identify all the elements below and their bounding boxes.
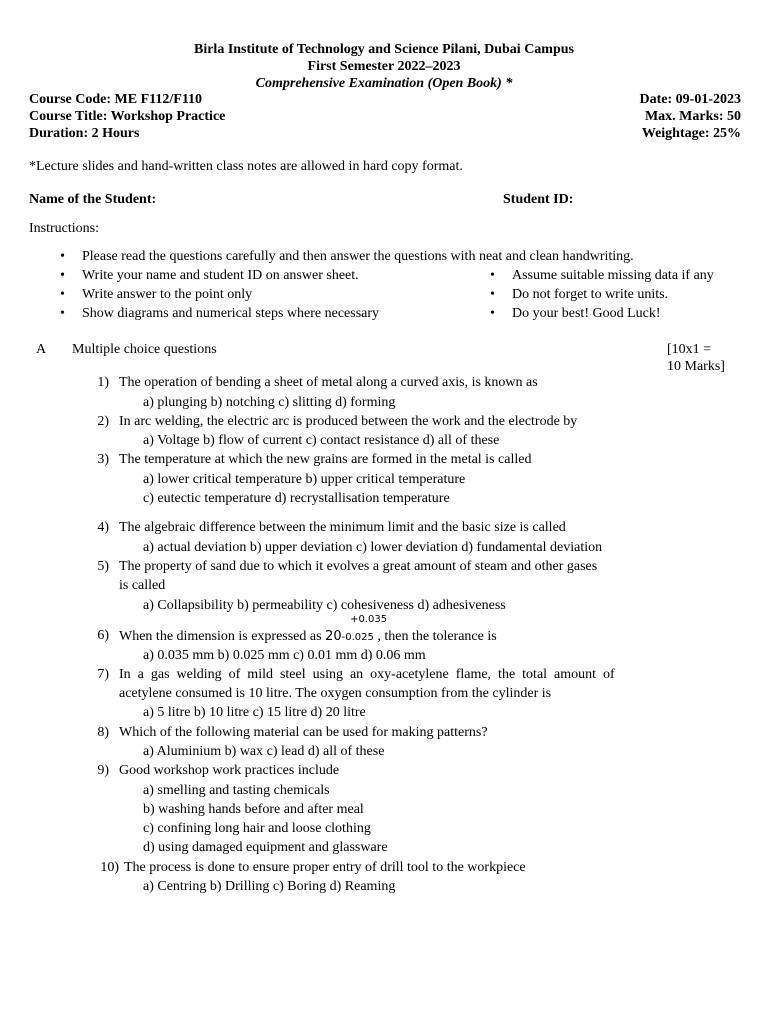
question-text: The algebraic difference between the minimum limit and the basic size is called — [119, 520, 566, 535]
question-text — [119, 614, 497, 645]
question-option: a) smelling and tasting chemicals — [143, 783, 330, 798]
question-options: a) lower critical temperature b) upper critical temperature — [143, 472, 466, 487]
question-options: a) Aluminium b) wax c) lead d) all of these — [143, 744, 385, 759]
question-options: c) eutectic temperature d) recrystallisation temperature — [143, 491, 450, 506]
instruction-item — [60, 287, 253, 303]
question-number: 1) — [97, 375, 109, 390]
question-options: a) 0.035 mm b) 0.025 mm c) 0.01 mm d) 0.06 mm — [143, 648, 426, 663]
student-id-label: Student ID: — [503, 192, 574, 207]
duration: Duration: 2 Hours — [29, 126, 140, 141]
instruction-item — [60, 268, 359, 284]
question-options: a) plunging b) notching c) slitting d) forming — [143, 395, 396, 410]
bullet: • — [60, 268, 65, 283]
question-number: 10) — [100, 860, 119, 875]
course-title: Course Title: Workshop Practice — [29, 109, 226, 124]
student-name-label: Name of the Student: — [29, 192, 157, 207]
tolerance-expression — [325, 614, 388, 644]
question-text-part: , then the tolerance is — [373, 629, 497, 644]
question-number: 2) — [97, 414, 109, 429]
question-text: In arc welding, the electric arc is produced between the work and the electrode by — [119, 414, 578, 429]
question-text: The temperature at which the new grains are formed in the metal is called — [119, 452, 532, 467]
instruction-item — [490, 306, 661, 322]
exam-title: Comprehensive Examination (Open Book) * — [255, 76, 513, 91]
question-options: a) actual deviation b) upper deviation c) lower deviation d) fundamental deviation — [143, 540, 603, 555]
question-text: Good workshop work practices include — [119, 763, 340, 778]
bullet: • — [60, 287, 65, 302]
question-option: c) confining long hair and loose clothing — [143, 821, 371, 836]
bullet: • — [490, 268, 495, 283]
bullet: • — [60, 249, 65, 264]
institute-name: Birla Institute of Technology and Science Pilani, Dubai Campus — [193, 42, 574, 57]
upper-deviation: +0.035 — [350, 614, 388, 625]
bullet: • — [490, 306, 495, 321]
section-letter: A — [36, 342, 47, 357]
question-options: a) 5 litre b) 10 litre c) 15 litre d) 20 litre — [143, 705, 366, 720]
question-text: is called — [119, 578, 166, 593]
semester: First Semester 2022–2023 — [307, 59, 461, 74]
question-text: The property of sand due to which it evolves a great amount of steam and other gases — [119, 559, 598, 574]
section-title: Multiple choice questions — [72, 342, 217, 357]
instruction-item — [490, 287, 669, 303]
instruction-item — [490, 268, 714, 284]
section-marks: [10x1 = — [667, 342, 712, 357]
bullet: • — [490, 287, 495, 302]
header-row-3 — [29, 126, 741, 142]
question-text-part: When the dimension is expressed as — [119, 629, 326, 644]
instruction-text: Show diagrams and numerical steps where necessary — [82, 306, 380, 321]
question-number: 8) — [97, 725, 109, 740]
question-text: The operation of bending a sheet of metal along a curved axis, is known as — [119, 375, 538, 390]
question-number: 5) — [97, 559, 109, 574]
question-text: Which of the following material can be used for making patterns? — [119, 725, 488, 740]
instruction-text: Write your name and student ID on answer sheet. — [82, 268, 359, 283]
instruction-text: Please read the questions carefully and then answer the questions with neat and clean handwriting. — [82, 249, 634, 264]
question-options: a) Collapsibility b) permeability c) cohesiveness d) adhesiveness — [143, 598, 506, 613]
instruction-text: Do not forget to write units. — [512, 287, 669, 302]
weightage: Weightage: 25% — [641, 126, 741, 141]
instruction-text: Do your best! Good Luck! — [512, 306, 661, 321]
instruction-text: Assume suitable missing data if any — [512, 268, 714, 283]
question-option: d) using damaged equipment and glassware — [143, 840, 388, 855]
lower-deviation: -0.025 — [341, 632, 374, 643]
instruction-text: Write answer to the point only — [82, 287, 253, 302]
question-text: In a gas welding of mild steel using an oxy-acetylene flame, the total amount of — [119, 667, 615, 682]
exam-date: Date: 09-01-2023 — [639, 92, 741, 107]
instruction-item — [60, 249, 634, 265]
question-text: The process is done to ensure proper entry of drill tool to the workpiece — [124, 860, 526, 875]
question-number: 7) — [97, 667, 109, 682]
question-number: 6) — [97, 628, 109, 643]
open-book-note: *Lecture slides and hand-written class notes are allowed in hard copy format. — [29, 159, 463, 174]
question-text: acetylene consumed is 10 litre. The oxygen consumption from the cylinder is — [119, 686, 552, 701]
section-marks: 10 Marks] — [667, 359, 725, 374]
max-marks: Max. Marks: 50 — [644, 109, 741, 124]
question-number: 9) — [97, 763, 109, 778]
instruction-item — [60, 306, 380, 322]
bullet: • — [60, 306, 65, 321]
basic-size: 20 — [325, 629, 342, 644]
course-code: Course Code: ME F112/F110 — [29, 92, 203, 107]
question-number: 3) — [97, 452, 109, 467]
question-number: 4) — [97, 520, 109, 535]
header-row-1 — [29, 92, 741, 108]
question-options: a) Voltage b) flow of current c) contact resistance d) all of these — [143, 433, 500, 448]
header-row-2 — [29, 109, 741, 125]
instructions-title: Instructions: — [29, 221, 99, 236]
question-options: a) Centring b) Drilling c) Boring d) Reaming — [143, 879, 396, 894]
question-option: b) washing hands before and after meal — [143, 802, 364, 817]
